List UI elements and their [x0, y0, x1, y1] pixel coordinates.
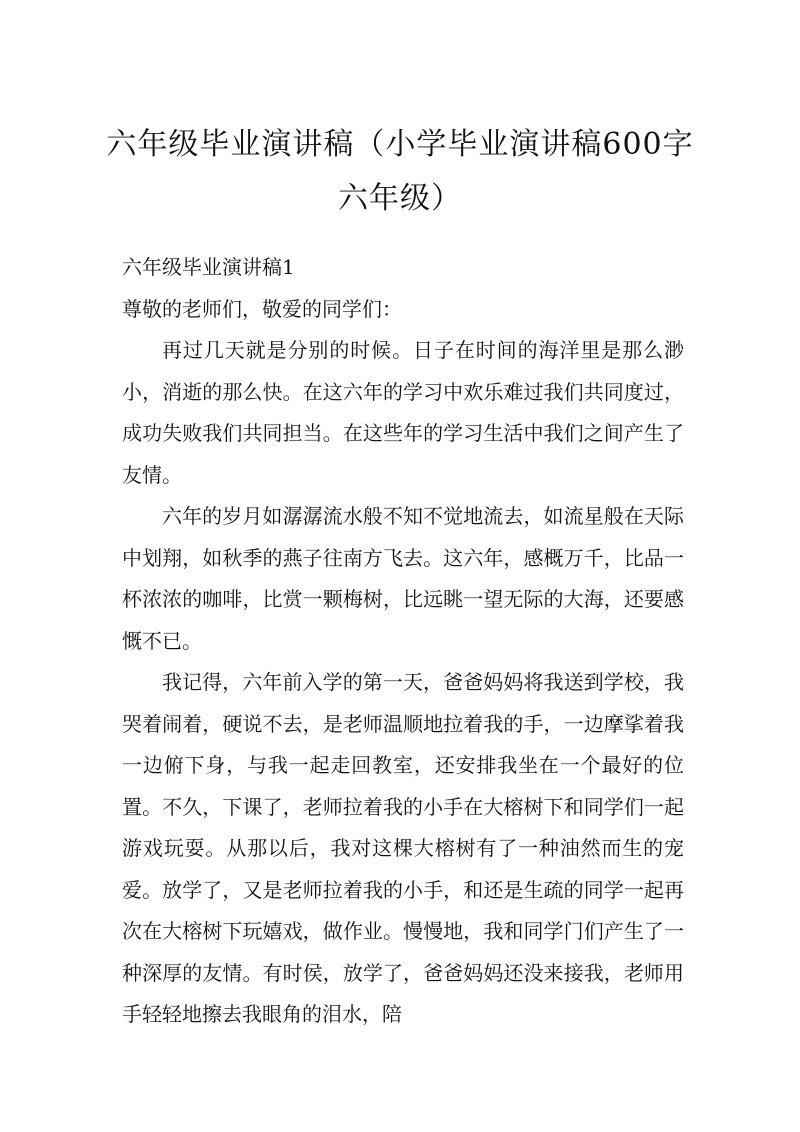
- section-heading: 六年级毕业演讲稿1: [122, 255, 295, 279]
- salutation: 尊敬的老师们，敬爱的同学们：: [122, 296, 402, 321]
- paragraph-1: 再过几天就是分别的时候。日子在时间的海洋里是那么渺小，消逝的那么快。在这六年的学习中欢乐难过我们共同度过，成功失败我们共同担当。在这些年的学习生活中我们之间产生了友情。: [122, 338, 684, 487]
- paragraph-3: 我记得，六年前入学的第一天，爸爸妈妈将我送到学校，我哭着闹着，硬说不去，是老师温顺地拉着我的手，一边摩挲着我一边俯下身，与我一起走回教室，还安排我坐在一个最好的位置。不久，下课了，老师拉着我的小手在大榕树下和同学们一起游戏玩耍。从那以后，我对这棵大榕树有了一种油然而生的宠爱。放学了，又是老师拉着我的小手，和还是生疏的同学一起再次在大榕树下玩嬉戏，做作业。慢慢地，我和同学门们产生了一种深厚的友情。有时侯，放学了，爸爸妈妈还没来接我，老师用手轻轻地擦去我眼角的泪水，陪: [122, 670, 684, 1026]
- document-body: [122, 247, 684, 1036]
- paragraph-2: 六年的岁月如潺潺流水般不知不觉地流去，如流星般在天际中划翔，如秋季的燕子往南方飞去。这六年，感概万千，比品一杯浓浓的咖啡，比赏一颗梅树，比远眺一望无际的大海，还要感慨不已。: [122, 504, 684, 653]
- document-title: 六年级毕业演讲稿（小学毕业演讲稿600字六年级）: [106, 127, 694, 216]
